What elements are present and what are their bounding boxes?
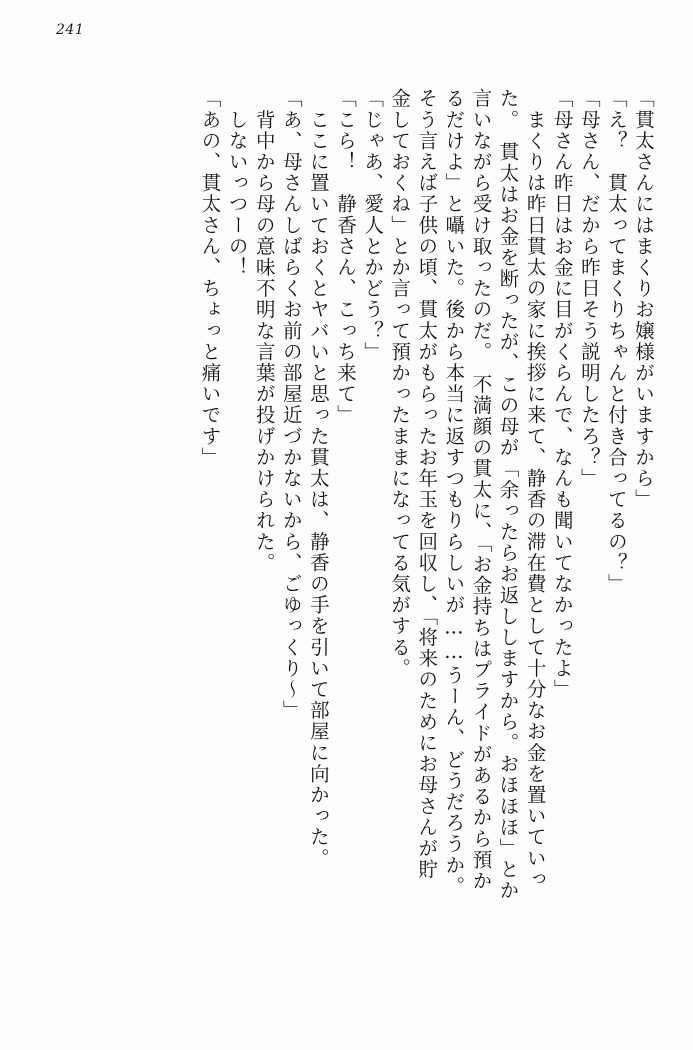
text-line: まくりは昨日貫太の家に挨拶に来て、静香の滞在費として十分なお金を置いていっ	[523, 88, 547, 890]
text-line: 「母さん、だから昨日そう説明したろ？」	[577, 88, 601, 489]
text-line: るだけよ」と囁いた。後から本当に返すつもりらしいが……うーん、どうだろうか。	[442, 88, 466, 897]
page-text-body	[30, 88, 653, 1008]
text-line: 「じゃあ、愛人とかどう？」	[361, 88, 385, 363]
text-line: た。 貫太はお金を断ったが、この母が「余ったらお返ししますから。おほほほ」とか	[496, 88, 520, 902]
text-line: 「あの、貫太さん、ちょっと痛いです」	[198, 88, 222, 468]
text-line: そう言えば子供の頃、貫太がもらったお年玉を回収し、「将来のためにお母さんが貯	[415, 88, 439, 881]
text-line: ここに置いておくとヤバいと思った貫太は、静香の手を引いて部屋に向かった。	[306, 88, 330, 869]
text-line: 「母さん昨日はお金に目がくらんで、なんも聞いてなかったよ」	[550, 88, 574, 700]
text-line: 背中から母の意味不明な言葉が投げかけられた。	[252, 88, 276, 574]
text-line: しないっつーの！	[225, 88, 249, 278]
text-line: 金しておくね」とか言って預かったままになってる気がする。	[388, 88, 412, 679]
text-line: 「こら！ 静香さん、こっち来て」	[333, 88, 357, 426]
text-line: 「あ、母さんしばらくお前の部屋近づかないから、ごゆっくり〜」	[279, 88, 303, 721]
page-number: 241	[56, 22, 85, 38]
text-line: 言いながら受け取ったのだ。 不満顔の貫太に、「お金持ちはプライドがあるから預か	[469, 88, 493, 892]
text-line: 「貫太さんにはまくりお嬢様がいますから」	[632, 88, 655, 510]
text-line: 「え？ 貫太ってまくりちゃんと付き合ってるの？」	[604, 88, 628, 595]
